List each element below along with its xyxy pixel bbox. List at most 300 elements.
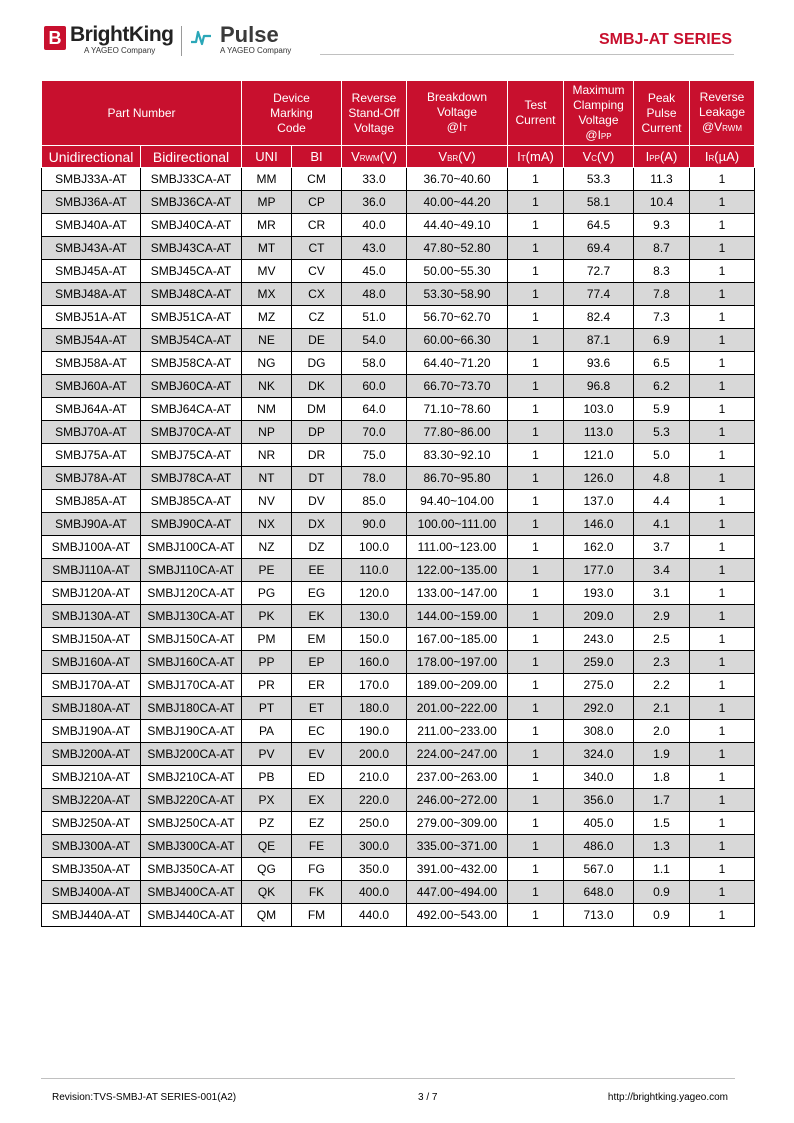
cell-ir: 1 bbox=[690, 697, 755, 720]
col-head-test-current bbox=[508, 81, 564, 146]
it-unit: (mA) bbox=[525, 149, 554, 164]
cell-it: 1 bbox=[508, 329, 564, 352]
pulse-wave-icon bbox=[190, 28, 212, 46]
cell-it: 1 bbox=[508, 191, 564, 214]
cell-uni-code: PG bbox=[242, 582, 292, 605]
cell-ipp: 6.9 bbox=[634, 329, 690, 352]
cell-uni-code: NK bbox=[242, 375, 292, 398]
cell-bi-part: SMBJ160CA-AT bbox=[141, 651, 242, 674]
cell-vbr: 178.00~197.00 bbox=[407, 651, 508, 674]
cell-it: 1 bbox=[508, 605, 564, 628]
cell-uni-code: MX bbox=[242, 283, 292, 306]
cell-uni-part: SMBJ36A-AT bbox=[42, 191, 141, 214]
cell-vbr: 86.70~95.80 bbox=[407, 467, 508, 490]
table-row bbox=[42, 743, 755, 766]
test-line-2: Current bbox=[515, 113, 556, 127]
cell-bi-code: DR bbox=[292, 444, 342, 467]
cell-ipp: 3.1 bbox=[634, 582, 690, 605]
cell-bi-part: SMBJ54CA-AT bbox=[141, 329, 242, 352]
cell-ipp: 2.2 bbox=[634, 674, 690, 697]
cell-uni-part: SMBJ75A-AT bbox=[42, 444, 141, 467]
cell-vrwm: 150.0 bbox=[342, 628, 407, 651]
cell-uni-part: SMBJ130A-AT bbox=[42, 605, 141, 628]
cell-uni-code: PP bbox=[242, 651, 292, 674]
cell-ir: 1 bbox=[690, 628, 755, 651]
spec-table-body bbox=[42, 168, 755, 927]
cell-uni-part: SMBJ70A-AT bbox=[42, 421, 141, 444]
cell-uni-code: PV bbox=[242, 743, 292, 766]
cell-vrwm: 160.0 bbox=[342, 651, 407, 674]
cell-ir: 1 bbox=[690, 536, 755, 559]
cell-vrwm: 90.0 bbox=[342, 513, 407, 536]
cell-it: 1 bbox=[508, 858, 564, 881]
cell-ir: 1 bbox=[690, 559, 755, 582]
cell-bi-part: SMBJ180CA-AT bbox=[141, 697, 242, 720]
cell-vrwm: 64.0 bbox=[342, 398, 407, 421]
cell-ipp: 8.7 bbox=[634, 237, 690, 260]
peak-line-2: Pulse bbox=[646, 105, 677, 120]
brightking-logo-subtitle: A YAGEO Company bbox=[84, 46, 156, 55]
col-head-part-number: Part Number bbox=[42, 81, 242, 146]
peak-line-3: Current bbox=[641, 120, 682, 135]
cell-vbr: 50.00~55.30 bbox=[407, 260, 508, 283]
cell-uni-part: SMBJ190A-AT bbox=[42, 720, 141, 743]
cell-vc: 292.0 bbox=[564, 697, 634, 720]
cell-it: 1 bbox=[508, 559, 564, 582]
cell-bi-part: SMBJ43CA-AT bbox=[141, 237, 242, 260]
table-row bbox=[42, 283, 755, 306]
cell-bi-part: SMBJ36CA-AT bbox=[141, 191, 242, 214]
cell-it: 1 bbox=[508, 513, 564, 536]
cell-uni-code: NT bbox=[242, 467, 292, 490]
cell-bi-code: CV bbox=[292, 260, 342, 283]
cell-bi-part: SMBJ64CA-AT bbox=[141, 398, 242, 421]
cell-vbr: 56.70~62.70 bbox=[407, 306, 508, 329]
cell-vbr: 36.70~40.60 bbox=[407, 168, 508, 191]
cell-ir: 1 bbox=[690, 743, 755, 766]
cell-uni-part: SMBJ110A-AT bbox=[42, 559, 141, 582]
cell-it: 1 bbox=[508, 789, 564, 812]
cell-ir: 1 bbox=[690, 398, 755, 421]
it-subscript: T bbox=[520, 154, 526, 163]
cell-uni-code: PX bbox=[242, 789, 292, 812]
cell-it: 1 bbox=[508, 444, 564, 467]
ipp-unit: (A) bbox=[659, 149, 678, 164]
cell-uni-part: SMBJ210A-AT bbox=[42, 766, 141, 789]
cell-bi-code: EG bbox=[292, 582, 342, 605]
table-row bbox=[42, 513, 755, 536]
cell-ipp: 8.3 bbox=[634, 260, 690, 283]
cell-ir: 1 bbox=[690, 674, 755, 697]
ir-subscript: R bbox=[708, 154, 715, 163]
cell-vc: 648.0 bbox=[564, 881, 634, 904]
cell-ir: 1 bbox=[690, 881, 755, 904]
cell-uni-code: NX bbox=[242, 513, 292, 536]
table-row bbox=[42, 582, 755, 605]
cell-vc: 324.0 bbox=[564, 743, 634, 766]
cell-vrwm: 40.0 bbox=[342, 214, 407, 237]
test-line-1: Test bbox=[524, 98, 547, 112]
cell-uni-code: QG bbox=[242, 858, 292, 881]
cell-it: 1 bbox=[508, 283, 564, 306]
pulse-logo-subtitle: A YAGEO Company bbox=[220, 46, 292, 55]
cell-vbr: 447.00~494.00 bbox=[407, 881, 508, 904]
sub-head-uni: UNI bbox=[242, 146, 292, 168]
cell-it: 1 bbox=[508, 904, 564, 927]
cell-uni-code: NG bbox=[242, 352, 292, 375]
table-row bbox=[42, 536, 755, 559]
cell-ir: 1 bbox=[690, 352, 755, 375]
cell-bi-code: EV bbox=[292, 743, 342, 766]
cell-bi-code: CZ bbox=[292, 306, 342, 329]
cell-vbr: 167.00~185.00 bbox=[407, 628, 508, 651]
cell-ir: 1 bbox=[690, 858, 755, 881]
table-row bbox=[42, 168, 755, 191]
cell-vrwm: 58.0 bbox=[342, 352, 407, 375]
cell-it: 1 bbox=[508, 260, 564, 283]
cell-uni-part: SMBJ200A-AT bbox=[42, 743, 141, 766]
cell-ipp: 4.8 bbox=[634, 467, 690, 490]
sub-head-vrwm bbox=[342, 146, 407, 168]
cell-ir: 1 bbox=[690, 467, 755, 490]
cell-ir: 1 bbox=[690, 904, 755, 927]
table-row bbox=[42, 329, 755, 352]
cell-ipp: 4.1 bbox=[634, 513, 690, 536]
cell-it: 1 bbox=[508, 421, 564, 444]
cell-it: 1 bbox=[508, 306, 564, 329]
cell-vbr: 44.40~49.10 bbox=[407, 214, 508, 237]
cell-uni-part: SMBJ33A-AT bbox=[42, 168, 141, 191]
cell-ir: 1 bbox=[690, 651, 755, 674]
footer-page-number: 3 / 7 bbox=[418, 1092, 438, 1103]
cell-bi-code: DK bbox=[292, 375, 342, 398]
cell-bi-code: EP bbox=[292, 651, 342, 674]
cell-it: 1 bbox=[508, 835, 564, 858]
cell-it: 1 bbox=[508, 536, 564, 559]
cell-uni-code: MM bbox=[242, 168, 292, 191]
header-rule bbox=[320, 54, 734, 55]
cell-ir: 1 bbox=[690, 168, 755, 191]
table-row bbox=[42, 904, 755, 927]
cell-vc: 64.5 bbox=[564, 214, 634, 237]
cell-uni-code: PK bbox=[242, 605, 292, 628]
table-row bbox=[42, 881, 755, 904]
cell-uni-part: SMBJ120A-AT bbox=[42, 582, 141, 605]
vbr-subscript: BR bbox=[447, 154, 459, 163]
cell-uni-code: MV bbox=[242, 260, 292, 283]
header-row-units bbox=[42, 146, 755, 168]
cell-bi-code: DX bbox=[292, 513, 342, 536]
breakdown-line-2: Voltage bbox=[436, 105, 478, 119]
cell-vbr: 189.00~209.00 bbox=[407, 674, 508, 697]
cell-ipp: 7.3 bbox=[634, 306, 690, 329]
vc-symbol: V bbox=[582, 149, 592, 164]
cell-ipp: 2.9 bbox=[634, 605, 690, 628]
cell-uni-part: SMBJ40A-AT bbox=[42, 214, 141, 237]
cell-ipp: 1.3 bbox=[634, 835, 690, 858]
table-row bbox=[42, 306, 755, 329]
cell-bi-code: DG bbox=[292, 352, 342, 375]
cell-vc: 275.0 bbox=[564, 674, 634, 697]
cell-vrwm: 170.0 bbox=[342, 674, 407, 697]
cell-ir: 1 bbox=[690, 260, 755, 283]
cell-it: 1 bbox=[508, 812, 564, 835]
cell-bi-code: FK bbox=[292, 881, 342, 904]
cell-bi-code: CX bbox=[292, 283, 342, 306]
ir-unit: (µA) bbox=[714, 149, 740, 164]
col-head-marking-code bbox=[242, 81, 342, 146]
cell-bi-part: SMBJ45CA-AT bbox=[141, 260, 242, 283]
cell-ipp: 3.7 bbox=[634, 536, 690, 559]
cell-uni-code: QE bbox=[242, 835, 292, 858]
cell-bi-code: EZ bbox=[292, 812, 342, 835]
cell-vbr: 391.00~432.00 bbox=[407, 858, 508, 881]
cell-vrwm: 85.0 bbox=[342, 490, 407, 513]
brightking-logo-text: BrightKing bbox=[70, 23, 174, 46]
cell-ipp: 4.4 bbox=[634, 490, 690, 513]
cell-uni-part: SMBJ90A-AT bbox=[42, 513, 141, 536]
cell-uni-part: SMBJ48A-AT bbox=[42, 283, 141, 306]
cell-ipp: 0.9 bbox=[634, 904, 690, 927]
cell-it: 1 bbox=[508, 490, 564, 513]
cell-vbr: 133.00~147.00 bbox=[407, 582, 508, 605]
standoff-line-3: Voltage bbox=[353, 120, 395, 135]
cell-ir: 1 bbox=[690, 444, 755, 467]
cell-uni-part: SMBJ300A-AT bbox=[42, 835, 141, 858]
col-head-clamping-voltage bbox=[564, 81, 634, 146]
cell-bi-code: EM bbox=[292, 628, 342, 651]
breakdown-line-3-sub: T bbox=[462, 124, 468, 133]
cell-vbr: 144.00~159.00 bbox=[407, 605, 508, 628]
cell-uni-part: SMBJ250A-AT bbox=[42, 812, 141, 835]
cell-uni-code: MR bbox=[242, 214, 292, 237]
vrwm-subscript: RWM bbox=[359, 154, 380, 163]
cell-uni-part: SMBJ43A-AT bbox=[42, 237, 141, 260]
cell-vbr: 111.00~123.00 bbox=[407, 536, 508, 559]
cell-uni-part: SMBJ45A-AT bbox=[42, 260, 141, 283]
cell-uni-code: PT bbox=[242, 697, 292, 720]
cell-vc: 567.0 bbox=[564, 858, 634, 881]
cell-vbr: 492.00~543.00 bbox=[407, 904, 508, 927]
cell-uni-part: SMBJ400A-AT bbox=[42, 881, 141, 904]
cell-bi-part: SMBJ190CA-AT bbox=[141, 720, 242, 743]
pulse-logo bbox=[190, 22, 310, 60]
cell-bi-part: SMBJ33CA-AT bbox=[141, 168, 242, 191]
sub-head-vbr bbox=[407, 146, 508, 168]
cell-vc: 162.0 bbox=[564, 536, 634, 559]
cell-ir: 1 bbox=[690, 191, 755, 214]
cell-ipp: 1.7 bbox=[634, 789, 690, 812]
table-row bbox=[42, 628, 755, 651]
cell-vc: 103.0 bbox=[564, 398, 634, 421]
cell-vbr: 66.70~73.70 bbox=[407, 375, 508, 398]
cell-vrwm: 51.0 bbox=[342, 306, 407, 329]
cell-bi-part: SMBJ70CA-AT bbox=[141, 421, 242, 444]
marking-line-2: Marking bbox=[270, 105, 313, 120]
cell-vbr: 71.10~78.60 bbox=[407, 398, 508, 421]
cell-ipp: 6.2 bbox=[634, 375, 690, 398]
cell-bi-part: SMBJ58CA-AT bbox=[141, 352, 242, 375]
cell-uni-code: MZ bbox=[242, 306, 292, 329]
cell-uni-code: QM bbox=[242, 904, 292, 927]
cell-vc: 82.4 bbox=[564, 306, 634, 329]
cell-bi-code: EX bbox=[292, 789, 342, 812]
cell-ipp: 2.5 bbox=[634, 628, 690, 651]
cell-uni-code: NP bbox=[242, 421, 292, 444]
cell-bi-code: ED bbox=[292, 766, 342, 789]
table-row bbox=[42, 697, 755, 720]
cell-uni-part: SMBJ85A-AT bbox=[42, 490, 141, 513]
cell-vrwm: 180.0 bbox=[342, 697, 407, 720]
cell-ir: 1 bbox=[690, 421, 755, 444]
table-row bbox=[42, 375, 755, 398]
table-row bbox=[42, 559, 755, 582]
cell-ipp: 7.8 bbox=[634, 283, 690, 306]
cell-uni-code: PE bbox=[242, 559, 292, 582]
cell-bi-part: SMBJ48CA-AT bbox=[141, 283, 242, 306]
cell-vrwm: 70.0 bbox=[342, 421, 407, 444]
cell-bi-part: SMBJ85CA-AT bbox=[141, 490, 242, 513]
leak-line-3-sub: RWM bbox=[722, 124, 743, 133]
cell-ir: 1 bbox=[690, 766, 755, 789]
cell-bi-code: ER bbox=[292, 674, 342, 697]
cell-bi-code: CR bbox=[292, 214, 342, 237]
header-row-top bbox=[42, 81, 755, 146]
cell-vc: 713.0 bbox=[564, 904, 634, 927]
cell-bi-part: SMBJ100CA-AT bbox=[141, 536, 242, 559]
cell-vbr: 47.80~52.80 bbox=[407, 237, 508, 260]
ipp-subscript: PP bbox=[649, 154, 660, 163]
cell-vc: 113.0 bbox=[564, 421, 634, 444]
cell-uni-code: PZ bbox=[242, 812, 292, 835]
cell-it: 1 bbox=[508, 467, 564, 490]
cell-uni-code: PB bbox=[242, 766, 292, 789]
vc-unit: (V) bbox=[597, 149, 615, 164]
cell-vc: 96.8 bbox=[564, 375, 634, 398]
marking-line-3: Code bbox=[277, 120, 306, 135]
cell-ir: 1 bbox=[690, 513, 755, 536]
cell-vbr: 94.40~104.00 bbox=[407, 490, 508, 513]
footer-url: http://brightking.yageo.com bbox=[607, 1092, 728, 1103]
cell-bi-part: SMBJ300CA-AT bbox=[141, 835, 242, 858]
cell-it: 1 bbox=[508, 674, 564, 697]
cell-vrwm: 36.0 bbox=[342, 191, 407, 214]
cell-vrwm: 100.0 bbox=[342, 536, 407, 559]
cell-ir: 1 bbox=[690, 789, 755, 812]
cell-it: 1 bbox=[508, 628, 564, 651]
cell-vrwm: 130.0 bbox=[342, 605, 407, 628]
table-row bbox=[42, 421, 755, 444]
cell-bi-code: DM bbox=[292, 398, 342, 421]
cell-vc: 77.4 bbox=[564, 283, 634, 306]
logo-divider bbox=[181, 26, 182, 56]
marking-line-1: Device bbox=[273, 90, 310, 105]
cell-bi-part: SMBJ400CA-AT bbox=[141, 881, 242, 904]
cell-uni-part: SMBJ100A-AT bbox=[42, 536, 141, 559]
cell-vc: 146.0 bbox=[564, 513, 634, 536]
cell-it: 1 bbox=[508, 352, 564, 375]
cell-ipp: 9.3 bbox=[634, 214, 690, 237]
cell-vc: 356.0 bbox=[564, 789, 634, 812]
cell-ir: 1 bbox=[690, 306, 755, 329]
col-head-reverse-leakage bbox=[690, 81, 755, 146]
cell-vbr: 237.00~263.00 bbox=[407, 766, 508, 789]
vrwm-unit: (V) bbox=[379, 149, 397, 164]
footer-rule bbox=[41, 1078, 735, 1079]
sub-head-bidirectional: Bidirectional bbox=[141, 146, 242, 168]
cell-ipp: 1.1 bbox=[634, 858, 690, 881]
clamp-line-4-sub: PP bbox=[600, 131, 612, 141]
cell-bi-code: CM bbox=[292, 168, 342, 191]
cell-it: 1 bbox=[508, 237, 564, 260]
cell-uni-code: PA bbox=[242, 720, 292, 743]
cell-bi-part: SMBJ60CA-AT bbox=[141, 375, 242, 398]
peak-line-1: Peak bbox=[647, 90, 676, 105]
it-symbol: I bbox=[517, 149, 521, 164]
sub-head-ir bbox=[690, 146, 755, 168]
breakdown-line-3: @I bbox=[446, 120, 463, 134]
cell-vrwm: 45.0 bbox=[342, 260, 407, 283]
cell-vrwm: 120.0 bbox=[342, 582, 407, 605]
table-row bbox=[42, 720, 755, 743]
cell-vc: 69.4 bbox=[564, 237, 634, 260]
cell-uni-part: SMBJ150A-AT bbox=[42, 628, 141, 651]
cell-ipp: 2.3 bbox=[634, 651, 690, 674]
cell-vc: 209.0 bbox=[564, 605, 634, 628]
sub-head-it bbox=[508, 146, 564, 168]
cell-bi-part: SMBJ210CA-AT bbox=[141, 766, 242, 789]
cell-it: 1 bbox=[508, 375, 564, 398]
sub-head-bi: BI bbox=[292, 146, 342, 168]
cell-bi-part: SMBJ78CA-AT bbox=[141, 467, 242, 490]
cell-bi-part: SMBJ250CA-AT bbox=[141, 812, 242, 835]
cell-ipp: 3.4 bbox=[634, 559, 690, 582]
cell-ipp: 2.0 bbox=[634, 720, 690, 743]
cell-ipp: 5.3 bbox=[634, 421, 690, 444]
spec-table bbox=[41, 80, 755, 927]
cell-ipp: 1.5 bbox=[634, 812, 690, 835]
cell-vbr: 77.80~86.00 bbox=[407, 421, 508, 444]
cell-bi-part: SMBJ170CA-AT bbox=[141, 674, 242, 697]
cell-vbr: 224.00~247.00 bbox=[407, 743, 508, 766]
breakdown-line-1: Breakdown bbox=[426, 90, 488, 104]
cell-bi-part: SMBJ440CA-AT bbox=[141, 904, 242, 927]
cell-it: 1 bbox=[508, 766, 564, 789]
cell-vbr: 40.00~44.20 bbox=[407, 191, 508, 214]
cell-vrwm: 350.0 bbox=[342, 858, 407, 881]
cell-bi-code: FE bbox=[292, 835, 342, 858]
cell-ir: 1 bbox=[690, 237, 755, 260]
cell-vc: 486.0 bbox=[564, 835, 634, 858]
vrwm-symbol: V bbox=[351, 149, 360, 164]
cell-bi-code: FM bbox=[292, 904, 342, 927]
cell-ipp: 5.0 bbox=[634, 444, 690, 467]
cell-uni-code: NR bbox=[242, 444, 292, 467]
table-row bbox=[42, 490, 755, 513]
col-head-breakdown-voltage bbox=[407, 81, 508, 146]
cell-bi-code: CP bbox=[292, 191, 342, 214]
cell-ipp: 0.9 bbox=[634, 881, 690, 904]
cell-uni-code: PR bbox=[242, 674, 292, 697]
brightking-logo-mark: B bbox=[44, 26, 66, 50]
cell-vrwm: 400.0 bbox=[342, 881, 407, 904]
cell-uni-part: SMBJ78A-AT bbox=[42, 467, 141, 490]
cell-uni-code: PM bbox=[242, 628, 292, 651]
cell-vbr: 100.00~111.00 bbox=[407, 513, 508, 536]
cell-ir: 1 bbox=[690, 375, 755, 398]
cell-ipp: 5.9 bbox=[634, 398, 690, 421]
cell-ir: 1 bbox=[690, 720, 755, 743]
